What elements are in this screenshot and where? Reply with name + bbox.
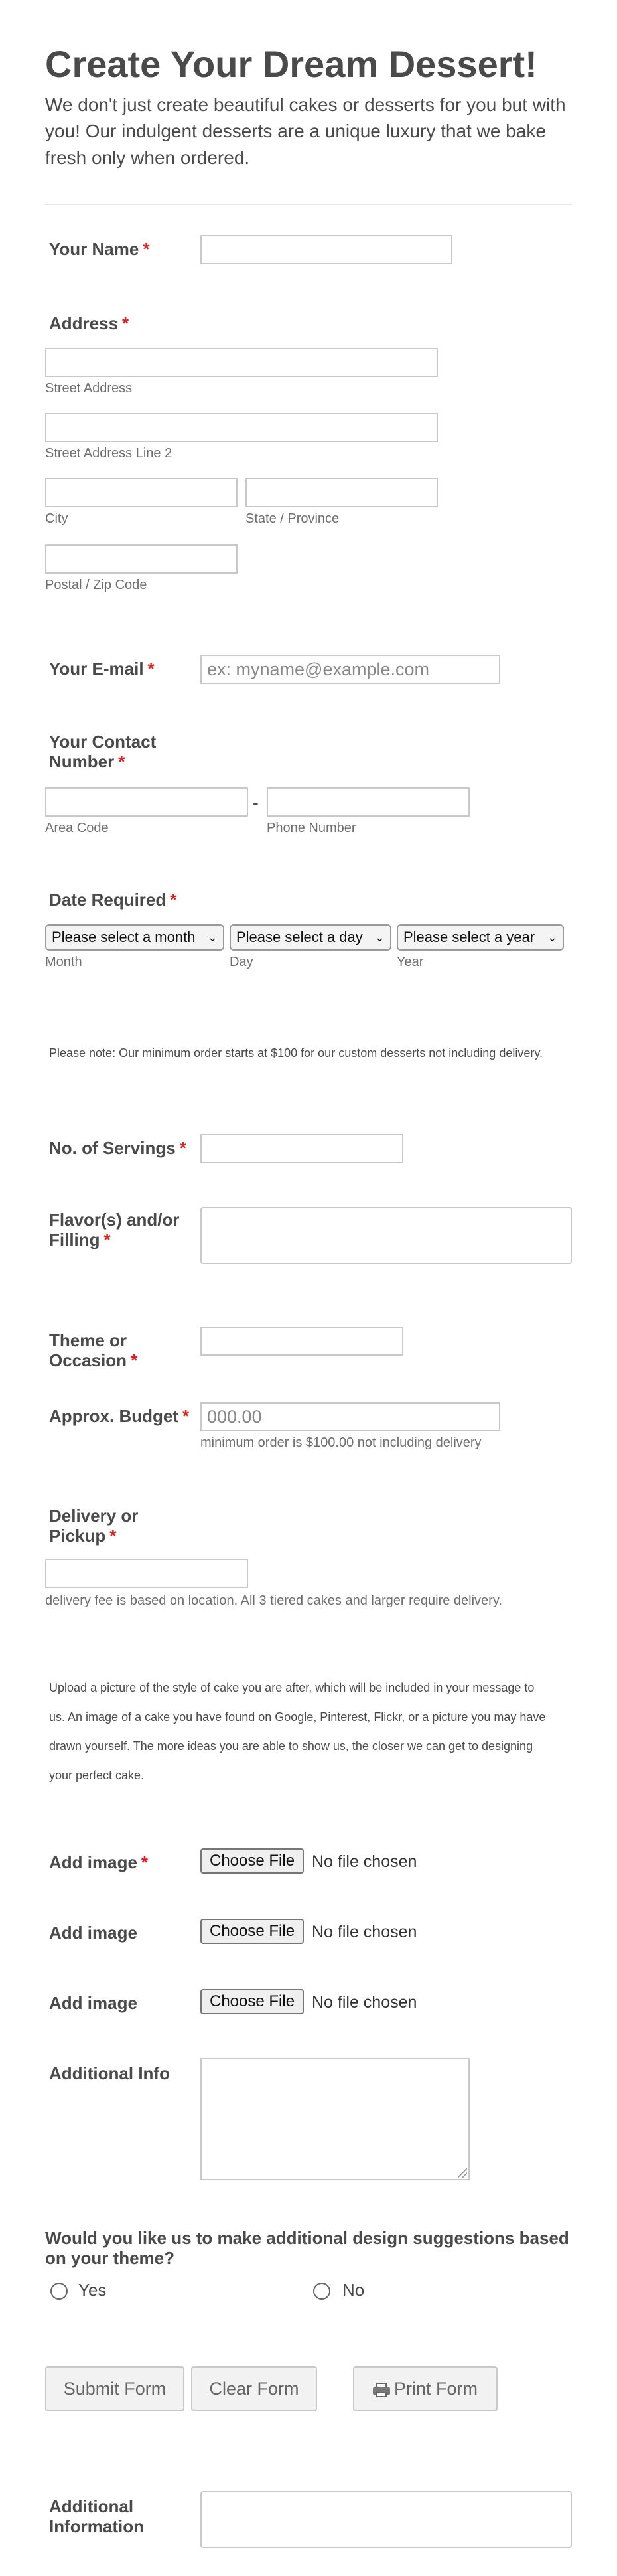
yes-radio[interactable]	[50, 2283, 68, 2300]
required-mark: *	[103, 1230, 111, 1249]
required-mark: *	[147, 659, 155, 679]
email-input[interactable]: ex: myname@example.com	[200, 655, 500, 684]
servings-input[interactable]	[200, 1134, 403, 1163]
city-input[interactable]	[45, 478, 238, 507]
suggestions-question-line2: on your theme?	[45, 2248, 175, 2268]
choose-file-button-1[interactable]: Choose File	[200, 1848, 304, 1874]
year-select[interactable]	[397, 924, 564, 951]
required-mark: *	[182, 1406, 190, 1426]
file-status-3: No file chosen	[312, 1993, 417, 2012]
zip-sublabel: Postal / Zip Code	[45, 578, 147, 592]
servings-label	[49, 1138, 186, 1158]
date-label	[49, 890, 176, 910]
zip-input[interactable]	[45, 544, 238, 574]
theme-label-line1: Theme or	[49, 1330, 127, 1350]
print-form-button[interactable]	[353, 2366, 498, 2411]
page-title: Create Your Dream Dessert!	[45, 43, 537, 85]
flavor-label-line2: Filling	[49, 1230, 100, 1249]
add-image-3-label	[49, 1993, 137, 2013]
add-image-label-text: Add image	[49, 1852, 137, 1872]
required-mark: *	[143, 239, 150, 259]
street-address-line2-sublabel: Street Address Line 2	[45, 446, 172, 461]
minimum-order-note: Please note: Our minimum order starts at $100 for our custom desserts not including delivery.	[49, 1046, 543, 1060]
name-input[interactable]	[200, 235, 452, 264]
file-status-1: No file chosen	[312, 1852, 417, 1871]
phone-number-input[interactable]	[267, 787, 470, 817]
submit-form-button[interactable]: Submit Form	[45, 2366, 184, 2411]
required-mark: *	[170, 890, 177, 910]
name-label	[49, 239, 149, 259]
email-label-text: Your E-mail	[49, 659, 144, 679]
chevron-down-icon: ⌄	[207, 931, 218, 944]
required-mark: *	[109, 1526, 117, 1546]
required-mark: *	[141, 1852, 149, 1872]
clear-form-button[interactable]: Clear Form	[191, 2366, 317, 2411]
file-status-2: No file chosen	[312, 1923, 417, 1941]
suggestions-question	[45, 2228, 569, 2268]
required-mark: *	[122, 313, 129, 333]
resize-handle-icon[interactable]	[458, 2168, 467, 2178]
email-label	[49, 659, 155, 679]
delivery-hint: delivery fee is based on location. All 3 tiered cakes and larger require delivery.	[45, 1593, 502, 1608]
suggestions-question-line1: Would you like us to make additional design suggestions based	[45, 2228, 569, 2248]
budget-label-text: Approx. Budget	[49, 1406, 178, 1426]
required-mark: *	[179, 1138, 186, 1158]
flavor-label	[49, 1210, 179, 1249]
theme-input[interactable]	[200, 1327, 403, 1356]
flavor-label-line1: Flavor(s) and/or	[49, 1210, 180, 1230]
page-subtitle: We don't just create beautiful cakes or desserts for you but with you! Our indulgent desserts are a unique luxury that we bake fresh only when ordered.	[45, 94, 566, 168]
print-form-label: Print Form	[393, 2379, 478, 2399]
date-label-text: Date Required	[49, 890, 167, 910]
year-select-value: Please select a year	[403, 929, 535, 945]
theme-label	[49, 1330, 137, 1370]
street-address-input[interactable]	[45, 348, 438, 377]
address-label-text: Address	[49, 313, 119, 333]
month-sublabel: Month	[45, 955, 82, 969]
day-select[interactable]	[230, 924, 391, 951]
printer-icon	[373, 2383, 390, 2397]
street-address-line2-input[interactable]	[45, 413, 438, 442]
no-radio[interactable]	[313, 2283, 330, 2300]
add-image-2-label	[49, 1923, 137, 1943]
state-input[interactable]	[245, 478, 438, 507]
budget-label	[49, 1406, 189, 1426]
header-divider	[45, 204, 572, 205]
month-select[interactable]	[45, 924, 224, 951]
area-code-input[interactable]	[45, 787, 248, 817]
required-mark: *	[131, 1350, 138, 1370]
flavor-textarea[interactable]	[200, 1207, 572, 1264]
contact-label	[49, 732, 156, 771]
contact-label-line2: Number	[49, 752, 115, 771]
delivery-label-line2: Pickup	[49, 1526, 106, 1546]
add-image-label-text: Add image	[49, 1923, 137, 1943]
day-sublabel: Day	[230, 955, 253, 969]
phone-separator: -	[253, 793, 259, 813]
additional-information-label-line2: Information	[49, 2516, 144, 2536]
state-sublabel: State / Province	[245, 511, 340, 526]
required-mark: *	[118, 752, 125, 771]
upload-note-line: us. An image of a cake you have found on Google, Pinterest, Flickr, or a picture you may have	[49, 1710, 546, 1724]
day-select-value: Please select a day	[236, 929, 363, 945]
upload-note	[49, 1673, 580, 1790]
delivery-label	[49, 1506, 138, 1546]
chevron-down-icon: ⌄	[547, 931, 557, 944]
servings-label-text: No. of Servings	[49, 1138, 176, 1158]
city-sublabel: City	[45, 511, 68, 526]
choose-file-button-2[interactable]: Choose File	[200, 1919, 304, 1944]
additional-information-textarea[interactable]	[200, 2491, 572, 2548]
phone-number-sublabel: Phone Number	[267, 821, 356, 835]
upload-note-line: your perfect cake.	[49, 1769, 145, 1782]
theme-label-line2: Occasion	[49, 1350, 127, 1370]
name-label-text: Your Name	[49, 239, 139, 259]
no-radio-label[interactable]: No	[342, 2280, 365, 2300]
budget-hint: minimum order is $100.00 not including delivery	[200, 1435, 482, 1450]
add-image-1-label	[49, 1852, 148, 1872]
additional-information-label	[49, 2496, 144, 2536]
street-address-sublabel: Street Address	[45, 381, 133, 396]
additional-information-label-line1: Additional	[49, 2496, 134, 2516]
additional-info-textarea[interactable]	[200, 2058, 470, 2180]
upload-note-line: drawn yourself. The more ideas you are able to show us, the closer we can get to designing	[49, 1739, 533, 1753]
chevron-down-icon: ⌄	[374, 931, 385, 944]
delivery-input[interactable]	[45, 1559, 248, 1588]
area-code-sublabel: Area Code	[45, 821, 109, 835]
year-sublabel: Year	[397, 955, 424, 969]
add-image-label-text: Add image	[49, 1993, 137, 2013]
contact-label-line1: Your Contact	[49, 732, 157, 752]
upload-note-line: Upload a picture of the style of cake you are after, which will be included in your message to	[49, 1681, 535, 1694]
yes-radio-label[interactable]: Yes	[78, 2280, 107, 2300]
additional-info-label: Additional Info	[49, 2063, 170, 2083]
budget-input[interactable]: 000.00	[200, 1402, 500, 1431]
choose-file-button-3[interactable]: Choose File	[200, 1989, 304, 2014]
address-label	[49, 313, 129, 333]
delivery-label-line1: Delivery or	[49, 1506, 139, 1526]
month-select-value: Please select a month	[52, 929, 196, 945]
